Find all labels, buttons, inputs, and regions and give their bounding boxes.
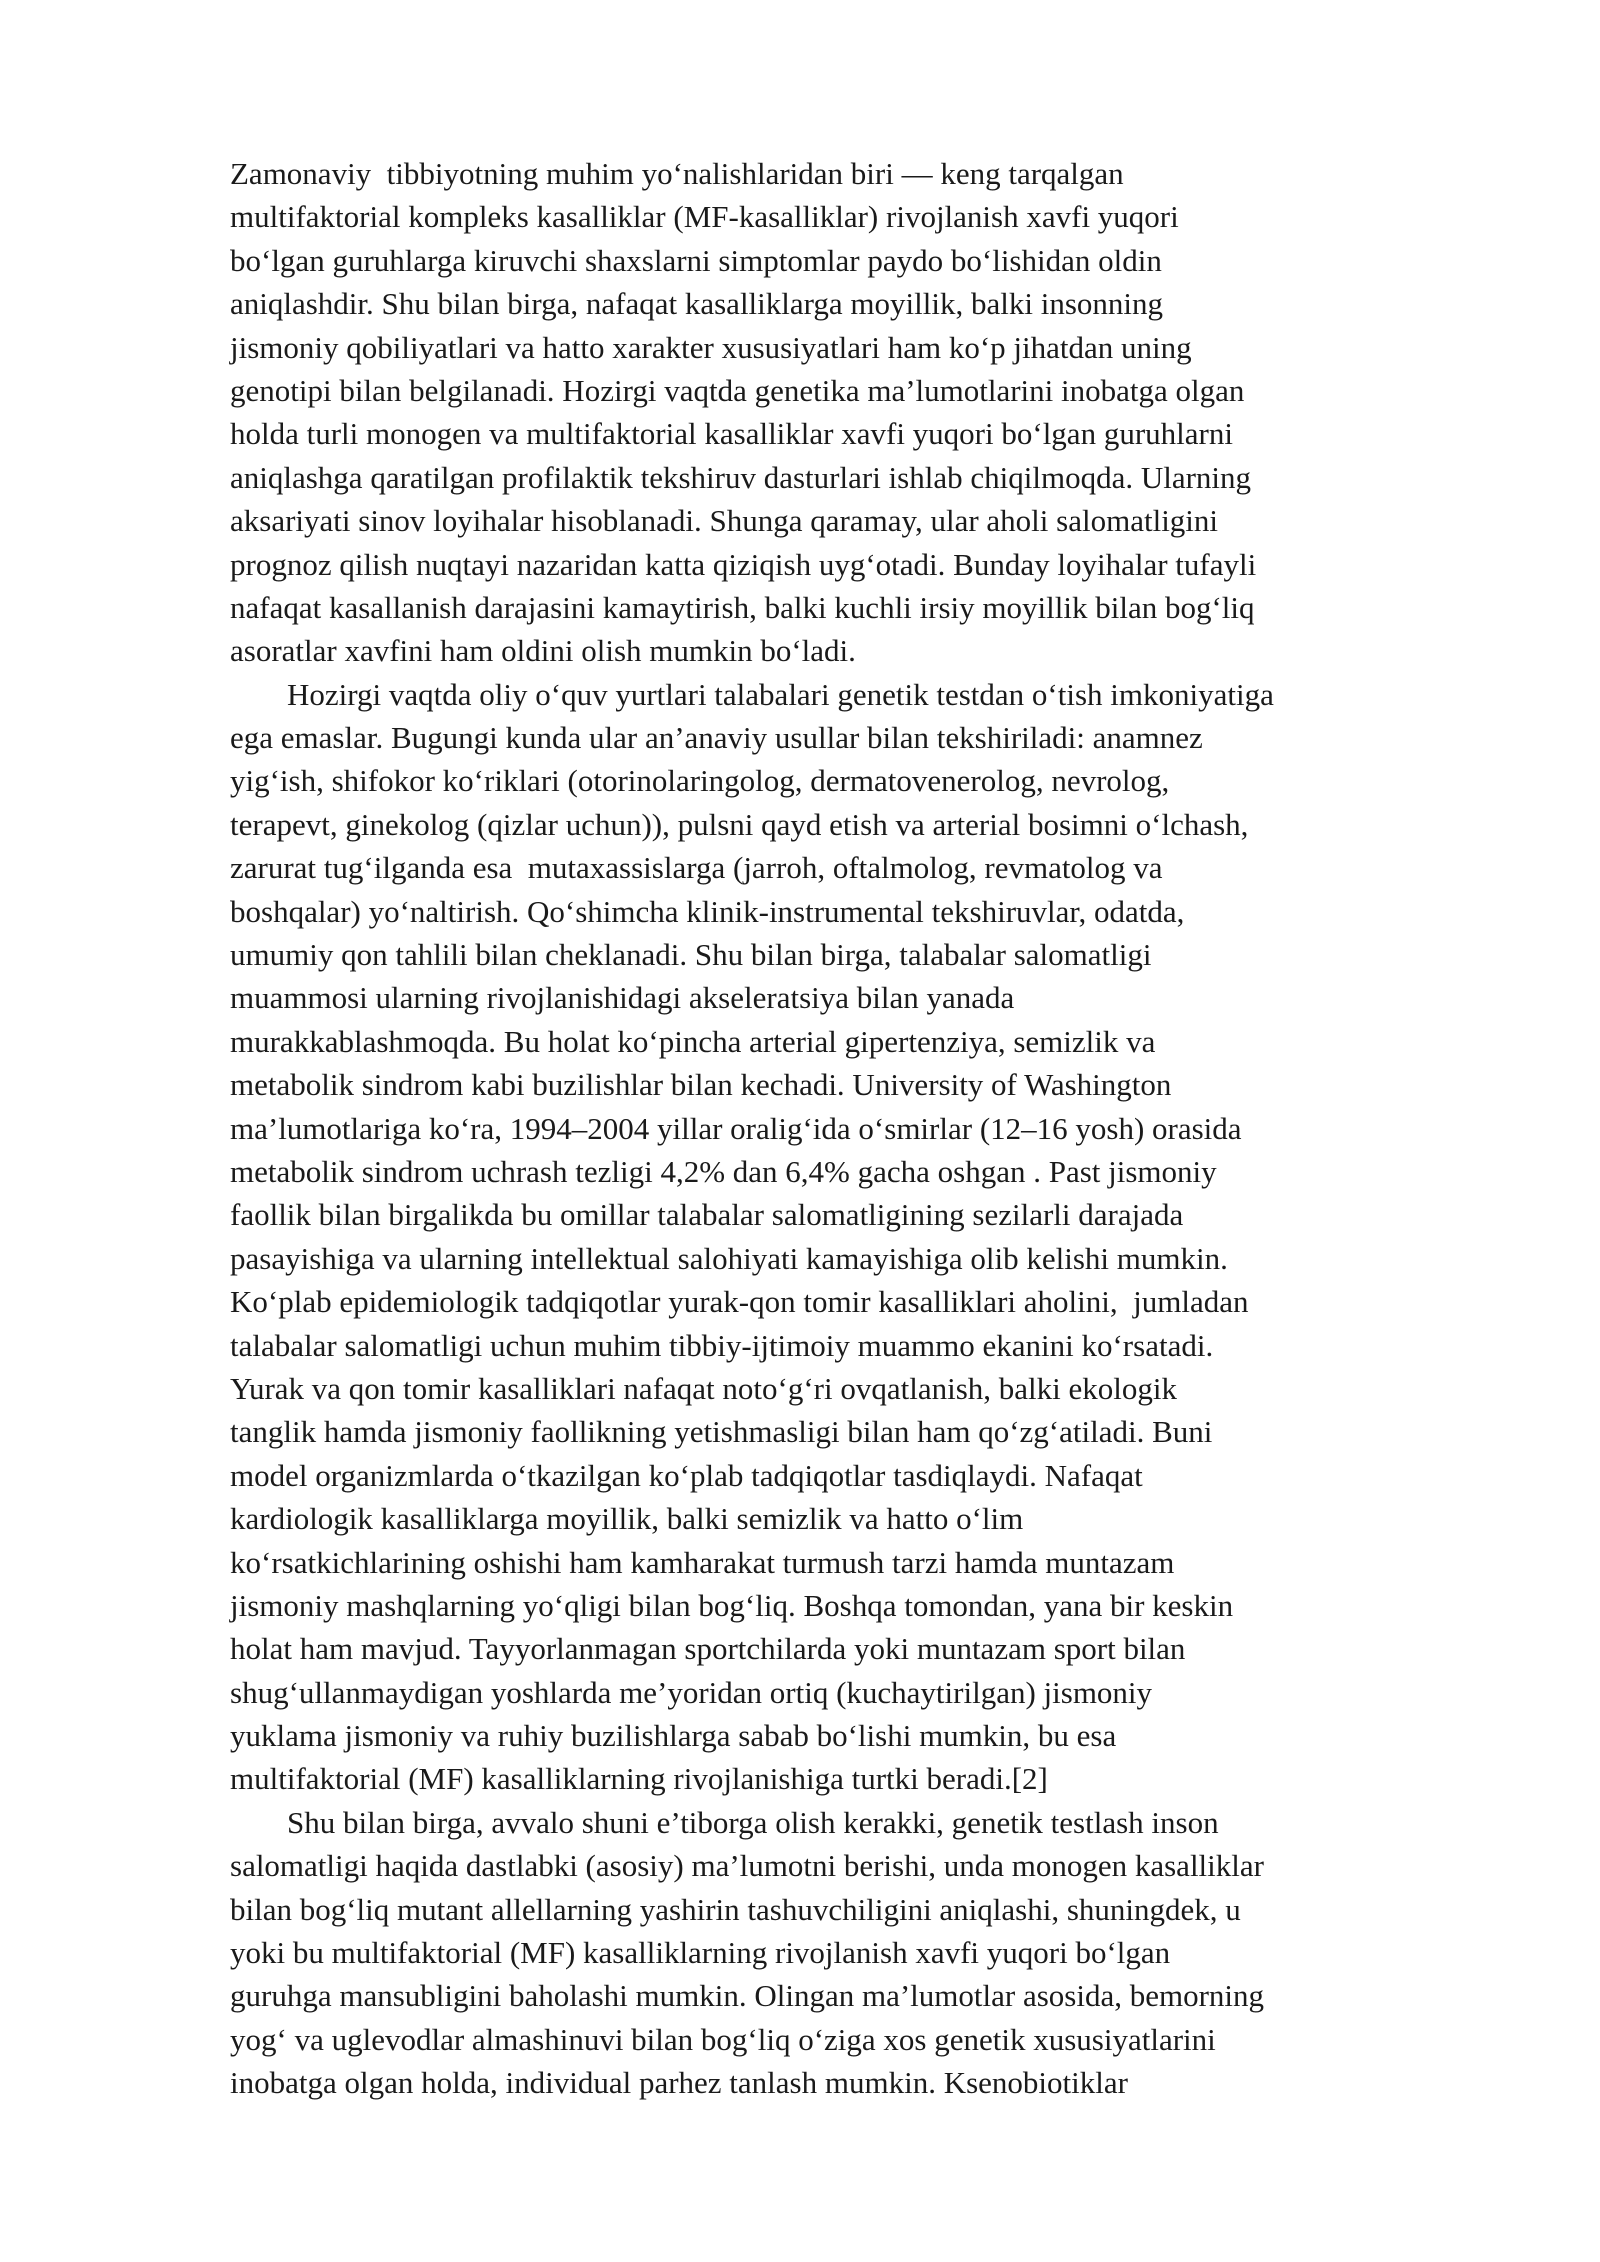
text-line: ma’lumotlariga ko‘ra, 1994–2004 yillar oralig‘ida o‘smirlar (12–16 yosh) orasida	[230, 1110, 1242, 1146]
text-line: yoki bu multifaktorial (MF) kasalliklarning rivojlanish xavfi yuqori bo‘lgan	[230, 1935, 1171, 1971]
text-line: yuklama jismoniy va ruhiy buzilishlarga sabab bo‘lishi mumkin, bu esa	[230, 1718, 1117, 1754]
text-line: umumiy qon tahlili bilan cheklanadi. Shu bilan birga, talabalar salomatligi	[230, 937, 1152, 973]
text-line: Yurak va qon tomir kasalliklari nafaqat noto‘g‘ri ovqatlanish, balki ekologik	[230, 1370, 1177, 1406]
text-line: pasayishiga va ularning intellektual salohiyati kamayishiga olib kelishi mumkin.	[230, 1240, 1228, 1276]
text-line: prognoz qilish nuqtayi nazaridan katta qiziqish uyg‘otadi. Bunday loyihalar tufayli	[230, 546, 1257, 582]
text-line: jismoniy mashqlarning yo‘qligi bilan bog‘liq. Boshqa tomondan, yana bir keskin	[230, 1587, 1234, 1623]
paragraph-3	[230, 1801, 1500, 2105]
text-line: multifaktorial kompleks kasalliklar (MF-kasalliklar) rivojlanish xavfi yuqori	[230, 199, 1179, 235]
text-line: nafaqat kasallanish darajasini kamaytirish, balki kuchli irsiy moyillik bilan bog‘liq	[230, 589, 1255, 625]
text-line: tanglik hamda jismoniy faollikning yetishmasligi bilan ham qo‘zg‘atiladi. Buni	[230, 1414, 1213, 1450]
text-line-indented: Shu bilan birga, avvalo shuni e’tiborga olish kerakki, genetik testlash inson	[287, 1804, 1219, 1840]
text-line: zarurat tug‘ilganda esa mutaxassislarga (jarroh, oftalmolog, revmatolog va	[230, 850, 1163, 886]
text-line: kardiologik kasalliklarga moyillik, balki semizlik va hatto o‘lim	[230, 1501, 1024, 1537]
text-line: metabolik sindrom uchrash tezligi 4,2% dan 6,4% gacha oshgan . Past jismoniy	[230, 1153, 1217, 1189]
text-line-indented: Hozirgi vaqtda oliy o‘quv yurtlari talabalari genetik testdan o‘tish imkoniyatiga	[287, 676, 1274, 712]
text-line: yog‘ va uglevodlar almashinuvi bilan bog‘liq o‘ziga xos genetik xususiyatlarini	[230, 2021, 1216, 2057]
text-line: metabolik sindrom kabi buzilishlar bilan kechadi. University of Washington	[230, 1067, 1172, 1103]
text-line: aniqlashdir. Shu bilan birga, nafaqat kasalliklarga moyillik, balki insonning	[230, 286, 1164, 322]
text-line: inobatga olgan holda, individual parhez tanlash mumkin. Ksenobiotiklar	[230, 2065, 1128, 2101]
text-line: genotipi bilan belgilanadi. Hozirgi vaqtda genetika ma’lumotlarini inobatga olgan	[230, 372, 1245, 408]
text-line: holda turli monogen va multifaktorial kasalliklar xavfi yuqori bo‘lgan guruhlarni	[230, 416, 1233, 452]
text-line: boshqalar) yo‘naltirish. Qo‘shimcha klinik-instrumental tekshiruvlar, odatda,	[230, 893, 1185, 929]
text-line: muammosi ularning rivojlanishidagi akseleratsiya bilan yanada	[230, 980, 1015, 1016]
paragraph-2	[230, 673, 1500, 1801]
paragraph-1	[230, 152, 1500, 673]
text-line: faollik bilan birgalikda bu omillar talabalar salomatligining sezilarli darajada	[230, 1197, 1184, 1233]
text-line: jismoniy qobiliyatlari va hatto xarakter xususiyatlari ham ko‘p jihatdan uning	[230, 329, 1192, 365]
text-line: yig‘ish, shifokor ko‘riklari (otorinolaringolog, dermatovenerolog, nevrolog,	[230, 763, 1170, 799]
text-line: aksariyati sinov loyihalar hisoblanadi. Shunga qaramay, ular aholi salomatligini	[230, 503, 1219, 539]
document-body	[230, 152, 1500, 2105]
text-line: ko‘rsatkichlarining oshishi ham kamharakat turmush tarzi hamda muntazam	[230, 1544, 1175, 1580]
text-line: asoratlar xavfini ham oldini olish mumkin bo‘ladi.	[230, 633, 856, 669]
text-line: salomatligi haqida dastlabki (asosiy) ma’lumotni berishi, unda monogen kasalliklar	[230, 1848, 1264, 1884]
text-line: Zamonaviy tibbiyotning muhim yo‘nalishlaridan biri — keng tarqalgan	[230, 156, 1124, 191]
text-line: guruhga mansubligini baholashi mumkin. Olingan ma’lumotlar asosida, bemorning	[230, 1978, 1265, 2014]
text-line: murakkablashmoqda. Bu holat ko‘pincha arterial gipertenziya, semizlik va	[230, 1023, 1156, 1059]
text-line: bilan bog‘liq mutant allellarning yashirin tashuvchiligini aniqlashi, shuningdek, u	[230, 1891, 1241, 1927]
text-line: shug‘ullanmaydigan yoshlarda me’yoridan ortiq (kuchaytirilgan) jismoniy	[230, 1674, 1153, 1710]
text-line: model organizmlarda o‘tkazilgan ko‘plab tadqiqotlar tasdiqlaydi. Nafaqat	[230, 1457, 1143, 1493]
text-line: ega emaslar. Bugungi kunda ular an’anaviy usullar bilan tekshiriladi: anamnez	[230, 720, 1203, 756]
text-line: aniqlashga qaratilgan profilaktik tekshiruv dasturlari ishlab chiqilmoqda. Ularning	[230, 459, 1252, 495]
text-line: Ko‘plab epidemiologik tadqiqotlar yurak-qon tomir kasalliklari aholini, jumladan	[230, 1284, 1249, 1320]
text-line: multifaktorial (MF) kasalliklarning rivojlanishiga turtki beradi.[2]	[230, 1761, 1048, 1797]
text-line: bo‘lgan guruhlarga kiruvchi shaxslarni simptomlar paydo bo‘lishidan oldin	[230, 242, 1162, 278]
text-line: talabalar salomatligi uchun muhim tibbiy-ijtimoiy muammo ekanini ko‘rsatadi.	[230, 1327, 1214, 1363]
text-line: holat ham mavjud. Tayyorlanmagan sportchilarda yoki muntazam sport bilan	[230, 1631, 1186, 1667]
text-line: terapevt, ginekolog (qizlar uchun)), pulsni qayd etish va arterial bosimni o‘lchash,	[230, 806, 1249, 842]
